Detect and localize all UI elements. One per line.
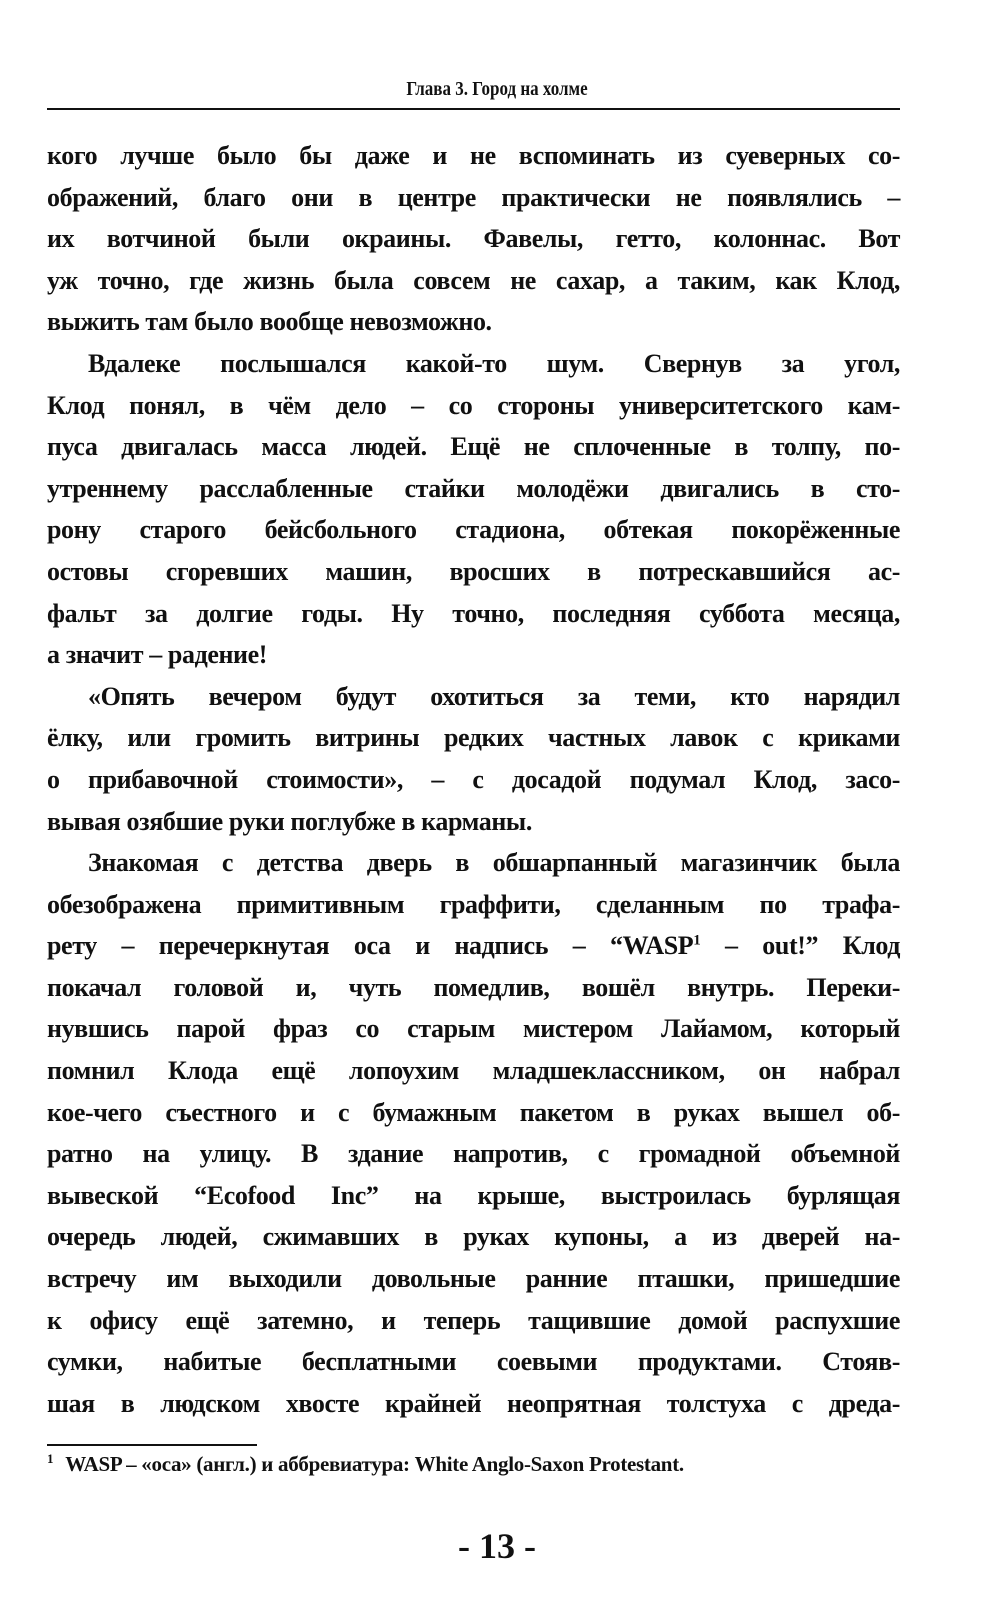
line-text: пуса двигалась масса людей. Ещё не сплоченные в толпу, по- <box>47 432 900 462</box>
text-line <box>47 135 900 177</box>
footnote <box>47 1452 684 1477</box>
text-line <box>47 801 900 843</box>
line-text: обезображена примитивным граффити, сделанным по трафа- <box>47 889 900 919</box>
text-line <box>47 593 900 635</box>
line-text: вывеской “Ecofood Inc” на крыше, выстроилась бурлящая <box>47 1180 900 1210</box>
page-number: - 13 - <box>458 1526 536 1566</box>
line-text: к офису ещё затемно, и теперь тащившие домой распухшие <box>47 1305 900 1335</box>
line-text: Знакомая с детства дверь в обшарпанный магазинчик была <box>88 848 900 878</box>
text-line <box>47 1216 900 1258</box>
line-text: очередь людей, сжимавших в руках купоны, а из дверей на- <box>47 1222 900 1252</box>
line-text: – out!” Клод <box>700 931 900 961</box>
line-text: о прибавочной стоимости», – с досадой подумал Клод, засо- <box>47 764 900 794</box>
header-rule <box>47 108 900 110</box>
text-line <box>47 925 900 967</box>
text-line <box>47 967 900 1009</box>
line-text: ёлку, или громить витрины редких частных лавок с криками <box>47 723 900 753</box>
text-line <box>47 717 900 759</box>
text-line <box>47 426 900 468</box>
text-line <box>47 1175 900 1217</box>
line-text: Вдалеке послышался какой-то шум. Свернув за угол, <box>88 348 900 378</box>
line-text: помнил Клода ещё лопоухим младшеклассником, он набрал <box>47 1056 900 1086</box>
text-line <box>47 1300 900 1342</box>
text-line <box>47 260 900 302</box>
text-line <box>47 676 900 718</box>
text-line <box>47 343 900 385</box>
line-text: кое-чего съестного и с бумажным пакетом в руках вышел об- <box>47 1097 900 1127</box>
text-line <box>47 884 900 926</box>
line-text: а значит – радение! <box>47 640 268 670</box>
line-text: кого лучше было бы даже и не вспоминать из суеверных со- <box>47 141 900 170</box>
text-line <box>47 177 900 219</box>
text-line <box>47 1050 900 1092</box>
text-line <box>47 509 900 551</box>
text-line <box>47 1383 900 1425</box>
line-text: рону старого бейсбольного стадиона, обтекая покорёженные <box>47 515 900 545</box>
footnote-text: WASP – «оса» (англ.) и аббревиатура: White Anglo-Saxon Protestant. <box>65 1452 684 1476</box>
line-text: шая в людском хвосте крайней неопрятная толстуха с дреда- <box>47 1388 900 1418</box>
line-text: уж точно, где жизнь была совсем не сахар, а таким, как Клод, <box>47 265 900 295</box>
body-text <box>47 135 900 1424</box>
text-line <box>47 468 900 510</box>
line-text: сумки, набитые бесплатными соевыми продуктами. Стояв- <box>47 1347 900 1377</box>
text-line <box>47 301 900 343</box>
footnote-rule <box>47 1444 257 1446</box>
line-text: вывая озябшие руки поглубже в карманы. <box>47 806 532 836</box>
line-text: Клод понял, в чём дело – со стороны университетского кам- <box>47 390 900 420</box>
line-text: ображений, благо они в центре практически не появлялись – <box>47 182 900 212</box>
line-text: «Опять вечером будут охотиться за теми, кто нарядил <box>88 681 900 711</box>
text-line <box>47 1133 900 1175</box>
text-line <box>47 1341 900 1383</box>
text-line <box>47 1092 900 1134</box>
text-line <box>47 634 900 676</box>
running-header: Глава 3. Город на холме <box>406 78 588 100</box>
line-text: нувшись парой фраз со старым мистером Лайамом, который <box>47 1014 900 1044</box>
footnote-reference: 1 <box>693 932 701 949</box>
line-text: их вотчиной были окраины. Фавелы, гетто, колоннас. Вот <box>47 224 900 254</box>
line-text: остовы сгоревших машин, вросших в потрескавшийся ас- <box>47 556 900 586</box>
line-text: покачал головой и, чуть помедлив, вошёл внутрь. Переки- <box>47 972 900 1002</box>
footnote-marker: 1 <box>47 1451 54 1466</box>
line-text: выжить там было вообще невозможно. <box>47 307 492 337</box>
text-line <box>47 385 900 427</box>
text-line <box>47 551 900 593</box>
text-line <box>47 1008 900 1050</box>
line-text: утреннему расслабленные стайки молодёжи двигались в сто- <box>47 473 900 503</box>
text-line <box>47 218 900 260</box>
text-line <box>47 842 900 884</box>
line-text: встречу им выходили довольные ранние пташки, пришедшие <box>47 1264 900 1294</box>
text-line <box>47 1258 900 1300</box>
text-line <box>47 759 900 801</box>
line-text: ратно на улицу. В здание напротив, с громадной объемной <box>47 1139 900 1169</box>
line-text: фальт за долгие годы. Ну точно, последняя суббота месяца, <box>47 598 900 628</box>
line-text: рету – перечеркнутая оса и надпись – “WASP <box>47 931 694 961</box>
